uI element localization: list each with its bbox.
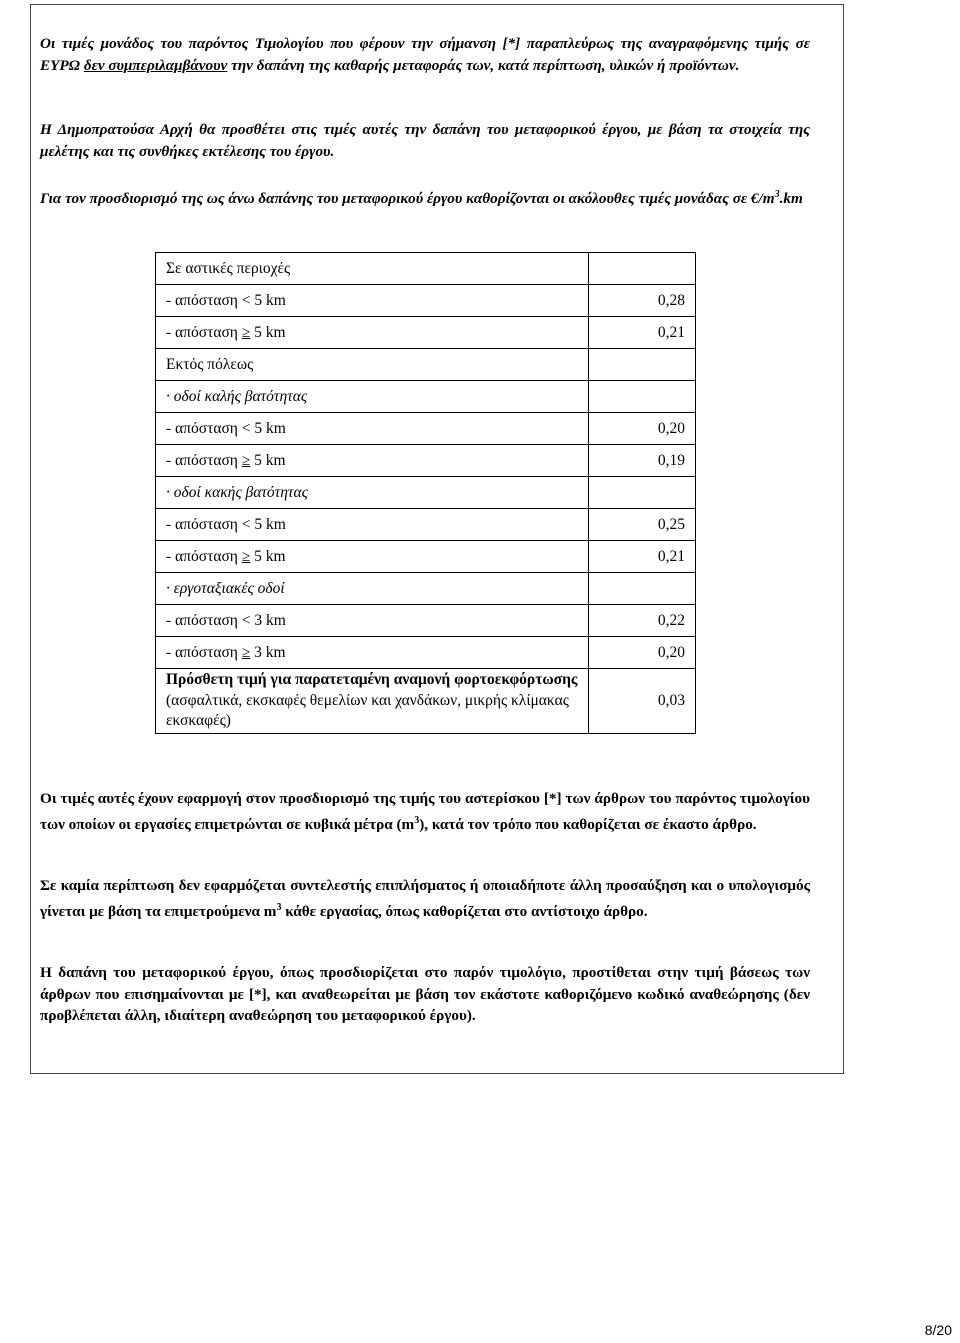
row-value: 0,19 <box>589 445 696 477</box>
urban-header: Σε αστικές περιοχές <box>156 253 589 285</box>
paragraph-no-surcharge <box>40 875 810 922</box>
table-row <box>156 509 696 541</box>
paragraph-application <box>40 788 810 835</box>
superscript: 3 <box>414 814 420 826</box>
outside-header: Εκτός πόλεως <box>156 349 589 381</box>
superscript: 3 <box>276 901 282 913</box>
paragraph-transport-cost <box>40 184 810 210</box>
paragraph-text: την δαπάνη της καθαρής μεταφοράς των, κατά περίπτωση, υλικών ή προϊόντων. <box>227 56 740 74</box>
page-number: 8/20 <box>924 1322 952 1338</box>
row-value: 0,28 <box>589 285 696 317</box>
paragraph-authority <box>40 119 810 162</box>
paragraph-text: .km <box>779 190 803 208</box>
row-value: 0,25 <box>589 509 696 541</box>
paragraph-text: Η δαπάνη του μεταφορικού έργου, όπως προσδιορίζεται στο παρόν τιμολόγιο, προστίθεται στην τιμή βάσεως των άρθρων που επισημαίνονται με [*], και αναθεωρείται με βάση τον εκάστοτε καθοριζόμενο κωδικό αναθεώρησης (δεν προβλέπεται άλλη, ιδιαίτερη αναθεώρηση του μεταφορικού έργου). <box>40 964 810 1024</box>
table-row <box>156 349 696 381</box>
paragraph-text: Σε καμία περίπτωση δεν εφαρμόζεται συντελεστής επιπλήσματος ή οποιαδήποτε άλλη προσαύξηση και ο υπολογισμός γίνεται με βάση τα επιμετρούμενα m <box>40 877 810 920</box>
table-row <box>156 605 696 637</box>
row-label: - απόσταση ≥ 5 km <box>156 541 589 573</box>
paragraph-text: Η Δημοπρατούσα Αρχή θα προσθέτει στις τιμές αυτές την δαπάνη του μεταφορικού έργου, με βάση τα στοιχεία της μελέτης και τις συνθήκες εκτέλεσης του έργου. <box>40 121 810 160</box>
row-label: - απόσταση < 5 km <box>156 509 589 541</box>
row-value: 0,20 <box>589 413 696 445</box>
row-label: - απόσταση ≥ 5 km <box>156 445 589 477</box>
table-row <box>156 285 696 317</box>
table-row <box>156 317 696 349</box>
geq-symbol: ≥ <box>241 643 251 661</box>
table-row <box>156 637 696 669</box>
table-row <box>156 413 696 445</box>
row-label: - απόσταση < 3 km <box>156 605 589 637</box>
geq-symbol: ≥ <box>241 323 251 341</box>
table-row <box>156 253 696 285</box>
table-row <box>156 541 696 573</box>
extra-charge-value: 0,03 <box>589 669 696 734</box>
row-label: - απόσταση < 5 km <box>156 413 589 445</box>
table-row <box>156 477 696 509</box>
row-label: - απόσταση < 5 km <box>156 285 589 317</box>
paragraph-unit-prices <box>40 33 810 76</box>
row-value: 0,20 <box>589 637 696 669</box>
paragraph-text: Για τον προσδιορισμό της ως άνω δαπάνης του μεταφορικού έργου καθορίζονται οι ακόλουθες τιμές μονάδας σε €/m <box>40 190 775 208</box>
site-roads-header: · εργοταξιακές οδοί <box>156 573 589 605</box>
geq-symbol: ≥ <box>241 451 251 469</box>
paragraph-text: Οι τιμές αυτές έχουν εφαρμογή στον προσδιορισμό της τιμής του αστερίσκου [*] των άρθρων του παρόντος τιμολογίου των οποίων οι εργασίες επιμετρώνται σε κυβικά μέτρα (m <box>40 790 810 833</box>
row-label: - απόσταση ≥ 3 km <box>156 637 589 669</box>
table-row <box>156 669 696 734</box>
underlined-phrase: δεν συμπεριλαμβάνουν <box>83 56 228 74</box>
superscript: 3 <box>774 189 780 200</box>
table-row <box>156 381 696 413</box>
table-row <box>156 445 696 477</box>
good-roads-header: · οδοί καλής βατότητας <box>156 381 589 413</box>
row-value: 0,22 <box>589 605 696 637</box>
paragraph-text: κάθε εργασίας, όπως καθορίζεται στο αντίστοιχο άρθρο. <box>281 902 648 920</box>
extra-charge-label: Πρόσθετη τιμή για παρατεταμένη αναμονή φορτοεκφόρτωσης (ασφαλτικά, εκσκαφές θεμελίων και χανδάκων, μικρής κλίμακας εκσκαφές) <box>156 669 589 734</box>
paragraph-revision <box>40 962 810 1027</box>
geq-symbol: ≥ <box>241 547 251 565</box>
paragraph-text: Οι τιμές μονάδος του παρόντος Τιμολογίου που φέρουν την σήμανση [*] παραπλεύρως της αναγραφόμενης τιμής σε ΕΥΡΩ <box>40 35 810 74</box>
row-value: 0,21 <box>589 541 696 573</box>
rate-table <box>155 252 696 734</box>
bad-roads-header: · οδοί κακής βατότητας <box>156 477 589 509</box>
paragraph-text: ), κατά τον τρόπο που καθορίζεται σε έκαστο άρθρο. <box>419 815 757 833</box>
table-row <box>156 573 696 605</box>
row-label: - απόσταση ≥ 5 km <box>156 317 589 349</box>
row-value: 0,21 <box>589 317 696 349</box>
